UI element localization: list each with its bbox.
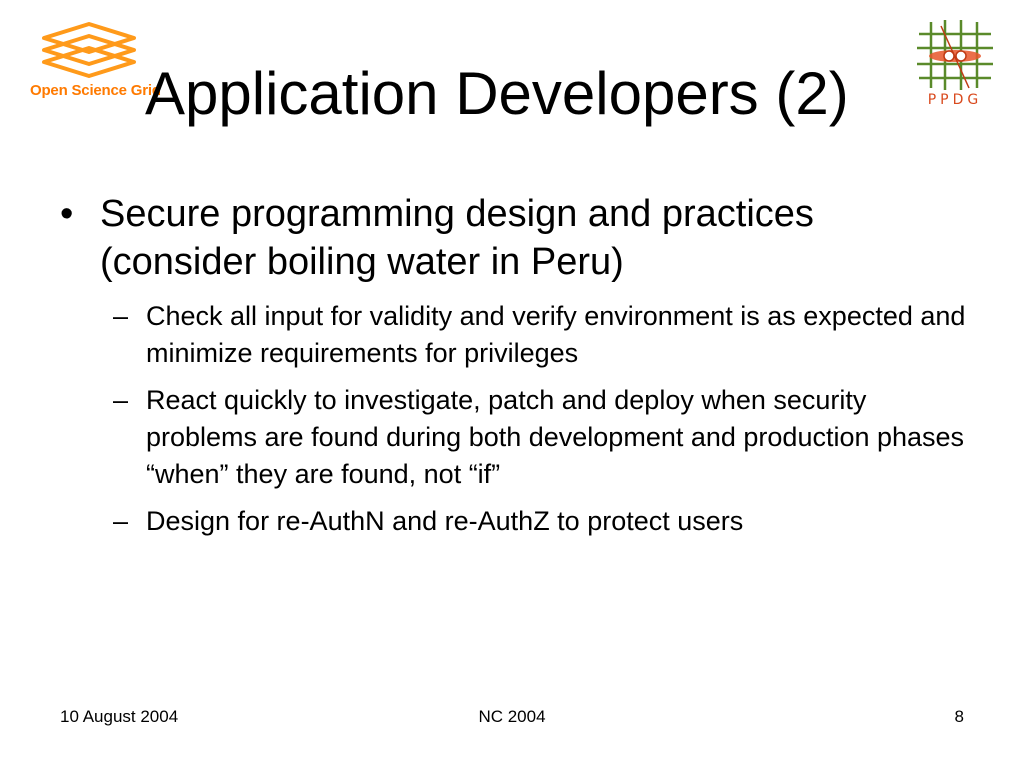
sub-bullet-marker: – <box>113 506 129 536</box>
bullet-item <box>60 190 970 286</box>
footer-page-number: 8 <box>954 707 964 726</box>
grid-layers-icon <box>34 20 144 82</box>
bullet-text: Secure programming design and practices (consider boiling water in Peru) <box>100 193 814 283</box>
ppdg-logo-text: PPDG <box>927 92 983 108</box>
bullet-marker: • <box>60 193 74 235</box>
ppdg-logo <box>913 18 997 114</box>
sub-bullet-marker: – <box>113 385 129 415</box>
sub-bullet-item <box>60 503 970 540</box>
slide-body <box>60 190 970 550</box>
footer-date: 10 August 2004 <box>60 707 179 726</box>
sub-bullet-marker: – <box>113 301 129 331</box>
sub-bullet-text: Design for re-AuthN and re-AuthZ to protect users <box>146 506 744 536</box>
sub-bullet-text: Check all input for validity and verify environment is as expected and minimize requirements for privileges <box>146 301 966 368</box>
osg-logo-text: Open Science Grid <box>30 82 161 99</box>
sub-bullet-item <box>60 298 970 372</box>
sub-bullet-text: React quickly to investigate, patch and deploy when security problems are found during both development and production phases “when” they are found, not “if” <box>146 385 965 489</box>
sub-bullet-item <box>60 382 970 493</box>
footer-center: NC 2004 <box>478 707 546 726</box>
slide-title: Application Developers (2) <box>145 60 849 127</box>
ppdg-grid-icon <box>913 18 997 94</box>
